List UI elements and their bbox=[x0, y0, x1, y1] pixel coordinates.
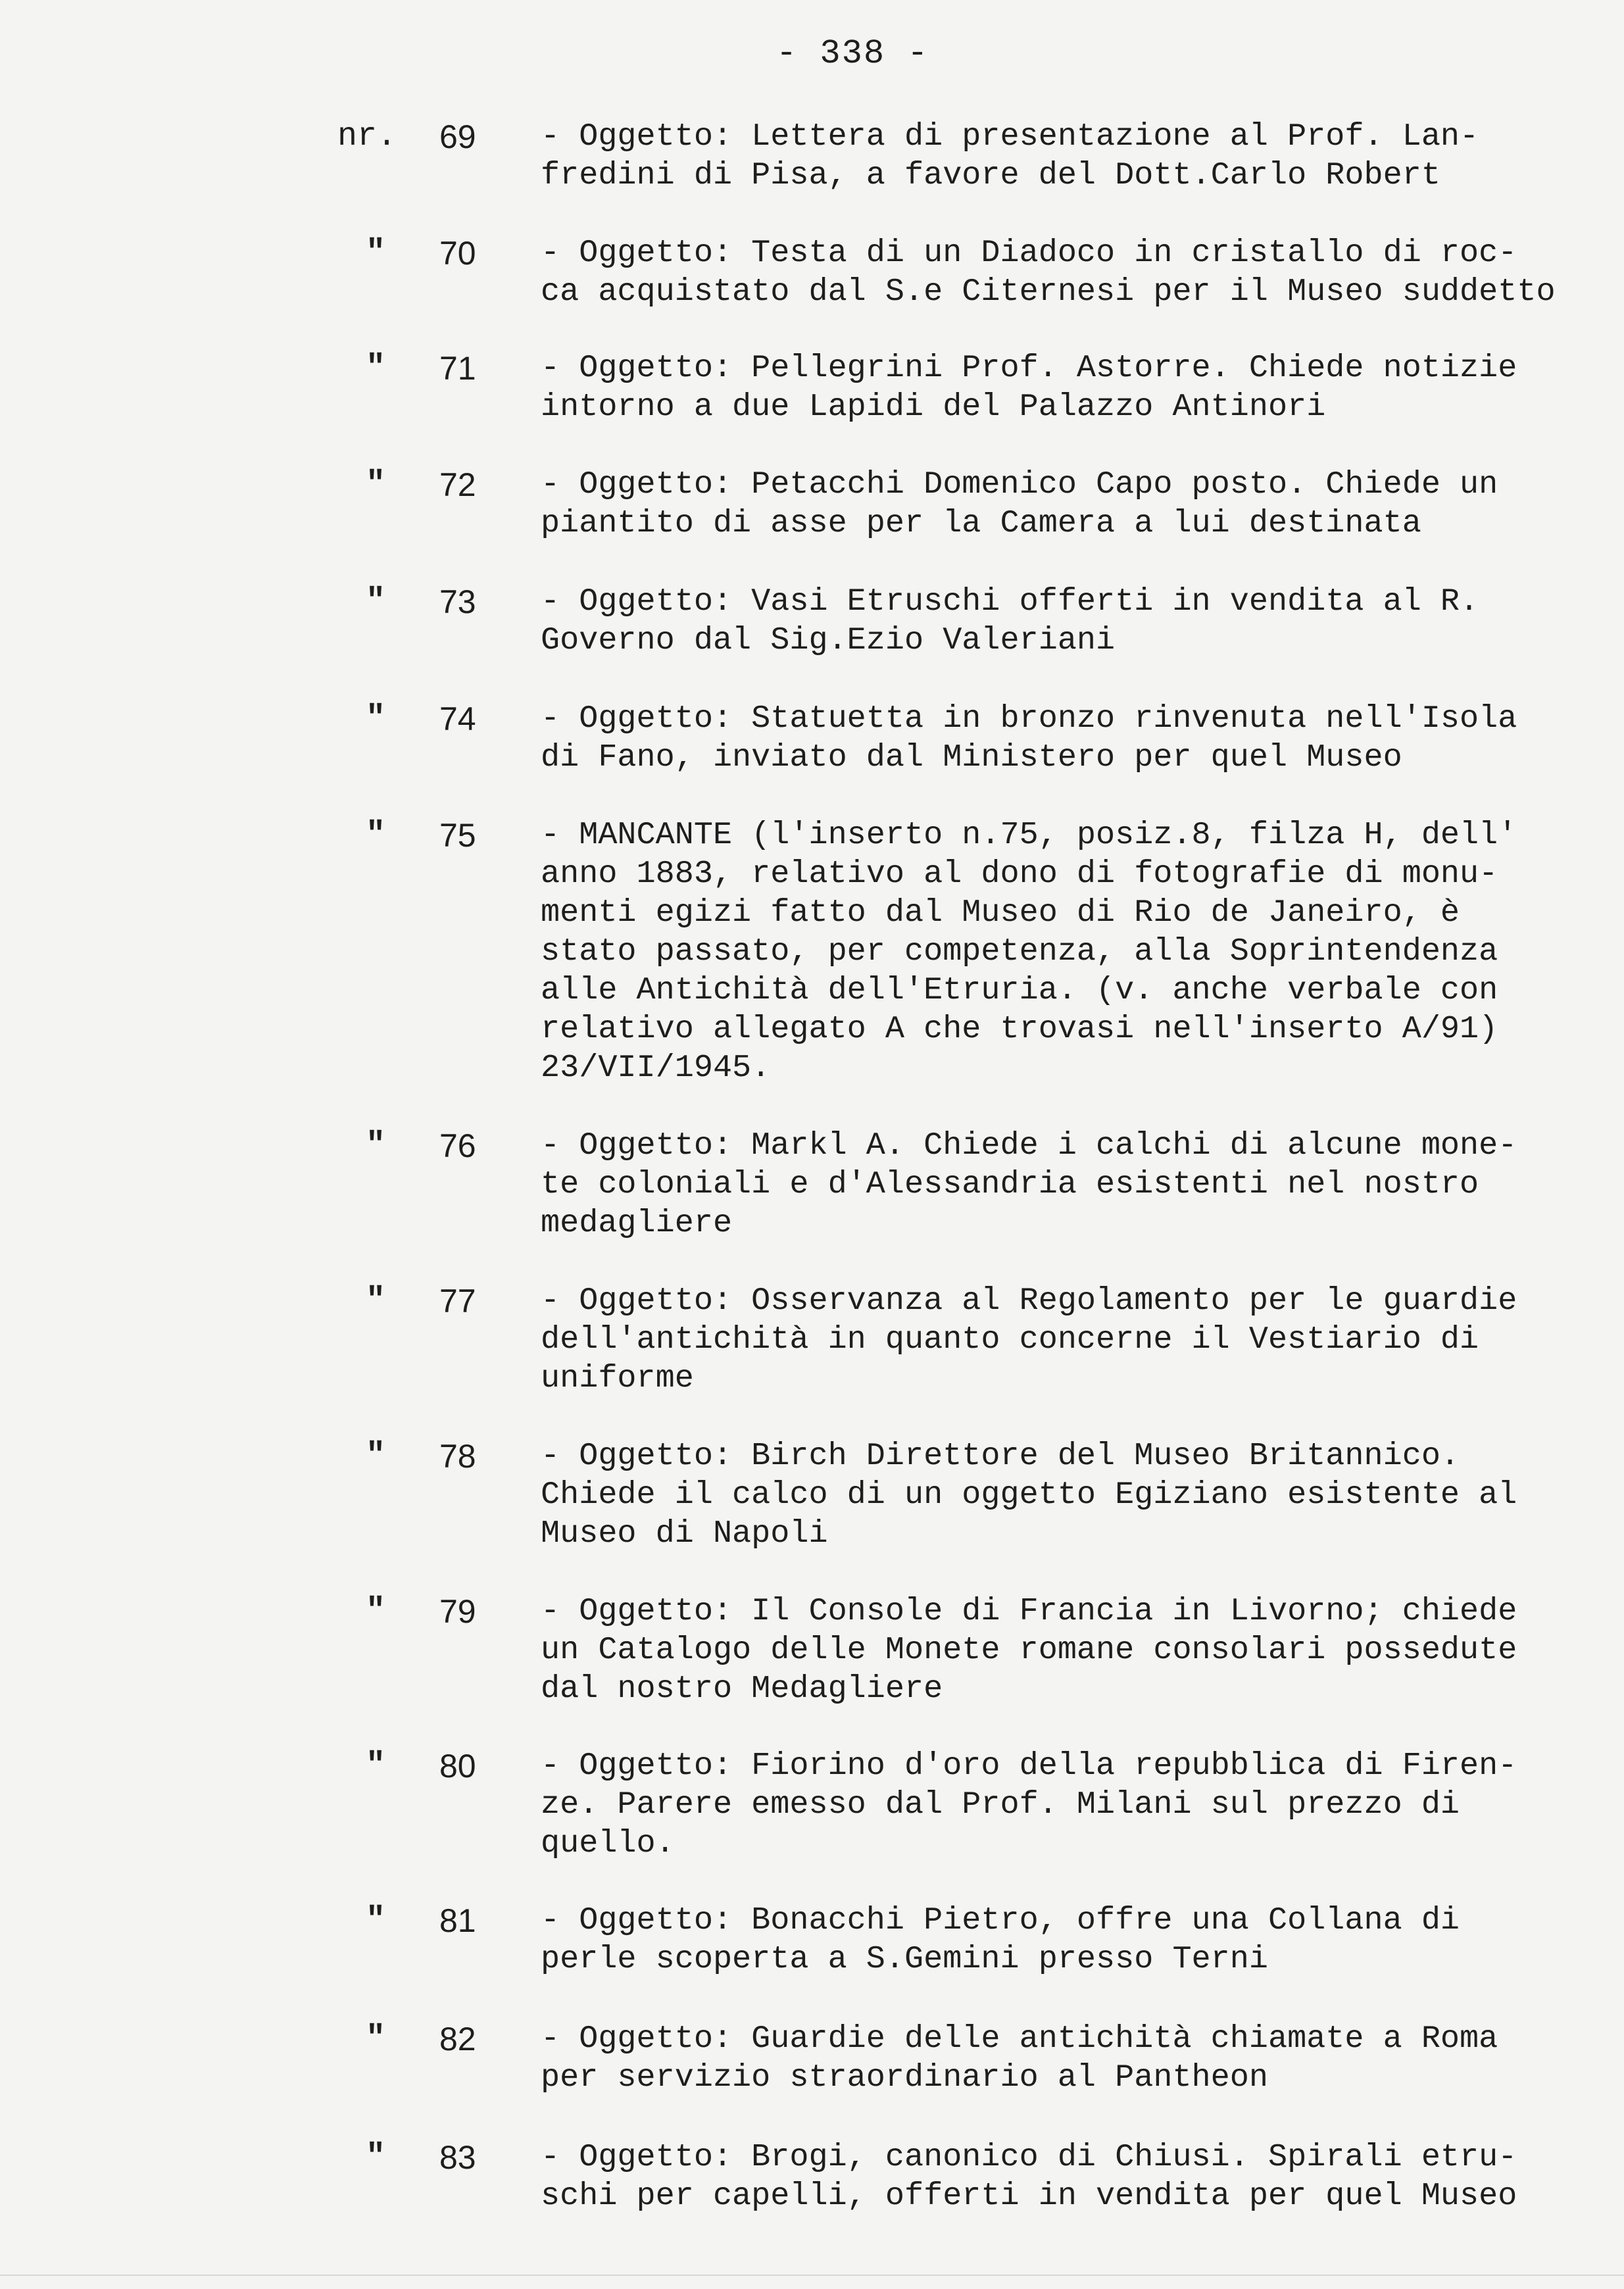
ditto-mark: " bbox=[366, 1592, 386, 1630]
entry-text: - Oggetto: Bonacchi Pietro, offre una Collana di perle scoperta a S.Gemini presso Terni bbox=[541, 1902, 1460, 1977]
entry-number: 73 bbox=[439, 583, 476, 620]
entry-text: - Oggetto: Petacchi Domenico Capo posto. Chiede un piantito di asse per la Camera a lui destinata bbox=[541, 466, 1498, 541]
ditto-mark: " bbox=[366, 2138, 386, 2176]
entry-number: 76 bbox=[439, 1127, 476, 1164]
ditto-mark: " bbox=[366, 816, 386, 854]
entry-text: - Oggetto: Il Console di Francia in Livorno; chiede un Catalogo delle Monete romane consolari possedute dal nostro Medagliere bbox=[541, 1593, 1517, 1707]
entry-text: - Oggetto: Osservanza al Regolamento per le guardie dell'antichità in quanto concerne il Vestiario di uniforme bbox=[541, 1283, 1517, 1396]
ditto-mark: " bbox=[366, 1902, 386, 1939]
entry-number: 74 bbox=[439, 701, 476, 737]
entry-number: 70 bbox=[439, 235, 476, 272]
entry-text: - Oggetto: Lettera di presentazione al Prof. Lan- fredini di Pisa, a favore del Dott.Carlo Robert bbox=[541, 118, 1479, 193]
entry-text: - Oggetto: Pellegrini Prof. Astorre. Chiede notizie intorno a due Lapidi del Palazzo Antinori bbox=[541, 350, 1517, 425]
entry-text: - Oggetto: Markl A. Chiede i calchi di alcune mone- te coloniali e d'Alessandria esistenti nel nostro medagliere bbox=[541, 1127, 1517, 1241]
entry-number: 79 bbox=[439, 1593, 476, 1630]
ditto-mark: " bbox=[366, 2020, 386, 2057]
entry-number: 75 bbox=[439, 817, 476, 854]
ditto-mark: " bbox=[366, 349, 386, 387]
entry-number: 77 bbox=[439, 1283, 476, 1319]
ditto-mark: " bbox=[366, 1437, 386, 1475]
entry-prefix: nr. bbox=[337, 118, 397, 155]
entry-text: - MANCANTE (l'inserto n.75, posiz.8, filza H, dell' anno 1883, relativo al dono di fotografie di monu- menti egizi fatto dal Museo di Rio de Janeiro, è stato passato, per competenza, alla Soprintendenza alle Antichità dell'Etruria. (v. anche verbale con relativo allegato A che trovasi nell'inserto A/91) 23/VII/1945. bbox=[541, 817, 1517, 1086]
entry-number: 71 bbox=[439, 350, 476, 387]
ditto-mark: " bbox=[366, 234, 386, 272]
entry-text: - Oggetto: Fiorino d'oro della repubblica di Firen- ze. Parere emesso dal Prof. Milani sul prezzo di quello. bbox=[541, 1748, 1517, 1861]
ditto-mark: " bbox=[366, 1282, 386, 1319]
entry-number: 82 bbox=[439, 2021, 476, 2057]
entry-number: 83 bbox=[439, 2139, 476, 2176]
ditto-mark: " bbox=[366, 583, 386, 620]
entry-number: 69 bbox=[439, 118, 476, 155]
entry-text: - Oggetto: Statuetta in bronzo rinvenuta nell'Isola di Fano, inviato dal Ministero per quel Museo bbox=[541, 701, 1517, 775]
entry-text: - Oggetto: Brogi, canonico di Chiusi. Spirali etru- schi per capelli, offerti in vendita per quel Museo bbox=[541, 2139, 1517, 2214]
ditto-mark: " bbox=[366, 1747, 386, 1784]
bottom-edge-line bbox=[0, 2275, 1624, 2276]
page-number: - 338 - bbox=[776, 34, 929, 73]
entry-number: 81 bbox=[439, 1902, 476, 1939]
entry-text: - Oggetto: Testa di un Diadoco in cristallo di roc- ca acquistato dal S.e Citernesi per il Museo suddetto bbox=[541, 235, 1556, 310]
ditto-mark: " bbox=[366, 1127, 386, 1164]
ditto-mark: " bbox=[366, 700, 386, 737]
entry-text: - Oggetto: Birch Direttore del Museo Britannico. Chiede il calco di un oggetto Egiziano esistente al Museo di Napoli bbox=[541, 1438, 1517, 1552]
entry-number: 78 bbox=[439, 1438, 476, 1475]
entry-number: 72 bbox=[439, 466, 476, 503]
ditto-mark: " bbox=[366, 466, 386, 503]
entry-text: - Oggetto: Guardie delle antichità chiamate a Roma per servizio straordinario al Pantheon bbox=[541, 2021, 1498, 2096]
entry-number: 80 bbox=[439, 1748, 476, 1784]
entry-text: - Oggetto: Vasi Etruschi offerti in vendita al R. Governo dal Sig.Ezio Valeriani bbox=[541, 583, 1479, 658]
